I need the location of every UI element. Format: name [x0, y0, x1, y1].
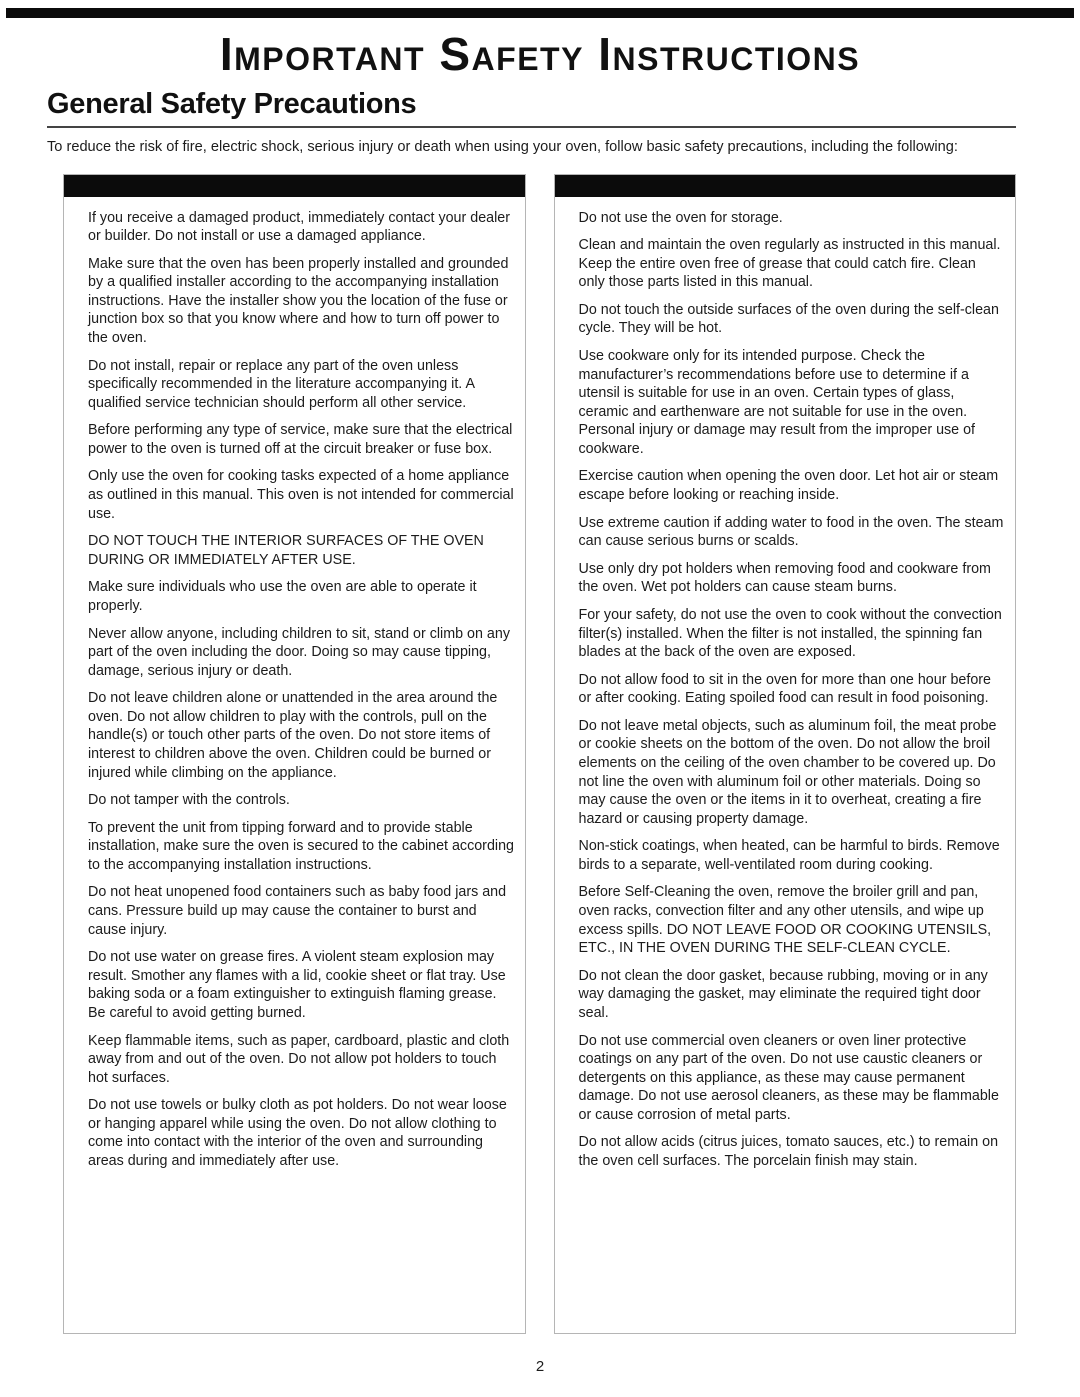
safety-item: Do not install, repair or replace any part of the oven unless specifically recommended in the literature accompanying it. A qualified service technician should perform all other service.: [88, 357, 475, 411]
safety-item: DO NOT TOUCH THE INTERIOR SURFACES OF THE OVEN DURING OR IMMEDIATELY AFTER USE.: [88, 533, 484, 568]
top-rule: [6, 8, 1074, 18]
section-heading: [47, 88, 1016, 128]
left-column-header-bar: [64, 175, 525, 197]
safety-item: Make sure that the oven has been properly installed and grounded by a qualified installer according to the accompanying installation instructions. Have the installer show you the location of the fuse or junction box so that you know where and how to turn off power to the oven.: [88, 255, 509, 347]
safety-item: Do not heat unopened food containers such as baby food jars and cans. Pressure build up may cause the container to burst and cause injury.: [88, 884, 507, 938]
safety-item: Before Self-Cleaning the oven, remove the broiler grill and pan, oven racks, convection filter and any other utensils, and wipe up excess spills. DO NOT LEAVE FOOD OR COOKING UTENSILS, ETC., IN THE OVEN DURING THE SELF-CLEAN CYCLE.: [578, 884, 992, 957]
safety-item: Do not allow acids (citrus juices, tomato sauces, etc.) to remain on the oven cell surfaces. The porcelain finish may stain.: [578, 1134, 999, 1169]
safety-item: Use extreme caution if adding water to food in the oven. The steam can cause serious burns or scalds.: [578, 514, 1004, 550]
safety-item: Do not clean the door gasket, because rubbing, moving or in any way damaging the gasket, may eliminate the required tight door seal.: [578, 967, 988, 1021]
safety-item: Do not use the oven for storage.: [578, 209, 783, 226]
safety-item: Before performing any type of service, make sure that the electrical power to the oven is turned off at the circuit breaker or fuse box.: [88, 422, 513, 457]
safety-item: For your safety, do not use the oven to cook without the convection filter(s) installed. When the filter is not installed, the spinning fan blades at the back of the oven are exposed.: [578, 606, 1002, 661]
safety-item: If you receive a damaged product, immediately contact your dealer or builder. Do not install or use a damaged appliance.: [88, 209, 510, 245]
safety-item: Do not use towels or bulky cloth as pot holders. Do not wear loose or hanging apparel while using the oven. Do not allow clothing to come into contact with the interior of the oven and surrounding areas during and immediately after use.: [88, 1097, 507, 1169]
right-column: [554, 174, 1017, 1334]
right-column-body: [555, 197, 1016, 1333]
safety-item: Only use the oven for cooking tasks expected of a home appliance as outlined in this manual. This oven is not intended for commercial use.: [88, 468, 514, 522]
safety-columns: [63, 174, 1016, 1334]
safety-item: Clean and maintain the oven regularly as instructed in this manual. Keep the entire oven free of grease that could catch fire. Clean only those parts listed in this manual.: [578, 237, 1001, 291]
section-heading-text: General Safety Precautions: [47, 88, 417, 121]
page-title: Important Safety Instructions: [219, 28, 861, 80]
safety-item: Make sure individuals who use the oven are able to operate it properly.: [88, 579, 477, 614]
right-column-header-bar: [555, 175, 1016, 197]
safety-item: Never allow anyone, including children to sit, stand or climb on any part of the oven including the door. Doing so may cause tipping, damage, serious injury or death.: [88, 625, 510, 679]
page-number: 2: [535, 1358, 545, 1375]
safety-item: Keep flammable items, such as paper, cardboard, plastic and cloth away from and out of the oven. Do not allow pot holders to touch hot surfaces.: [88, 1032, 510, 1086]
intro-paragraph: To reduce the risk of fire, electric shock, serious injury or death when using your oven, follow basic safety precautions, including the following:: [47, 139, 958, 156]
safety-item: To prevent the unit from tipping forward and to provide stable installation, make sure the oven is secured to the cabinet according to the accompanying installation instructions.: [88, 819, 514, 873]
safety-item: Do not allow food to sit in the oven for more than one hour before or after cooking. Eating spoiled food can result in food poisoning.: [578, 671, 991, 707]
safety-item: Use only dry pot holders when removing food and cookware from the oven. Wet pot holders can cause steam burns.: [578, 560, 991, 596]
safety-item: Do not leave metal objects, such as aluminum foil, the meat probe or cookie sheets on the bottom of the oven. Do not allow the broil elements on the ceiling of the oven chamber to be covered up. Do not line the oven with aluminum foil or other materials. Doing so may cause the oven or the items in it to overheat, creating a fire hazard or causing property damage.: [578, 717, 997, 827]
safety-item: Exercise caution when opening the oven door. Let hot air or steam escape before looking or reaching inside.: [578, 468, 999, 504]
left-column-body: [64, 197, 525, 1333]
safety-item: Do not touch the outside surfaces of the oven during the self-clean cycle. They will be hot.: [578, 301, 999, 337]
safety-item: Non-stick coatings, when heated, can be harmful to birds. Remove birds to a separate, well-ventilated room during cooking.: [578, 838, 1000, 873]
safety-item: Do not use water on grease fires. A violent steam explosion may result. Smother any flames with a lid, cookie sheet or flat tray. Use baking soda or a foam extinguisher to extinguish flaming grease. Be careful to avoid getting burned.: [88, 949, 506, 1021]
safety-item: Use cookware only for its intended purpose. Check the manufacturer’s recommendations before use to determine if a utensil is suitable for use in an oven. Certain types of glass, ceramic and earthenware are not suitable for use in the oven. Personal injury or damage may result from the improper use of cookware.: [578, 348, 976, 457]
safety-item: Do not leave children alone or unattended in the area around the oven. Do not allow children to play with the controls, pull on the handle(s) or touch other parts of the oven. Do not store items of interest to children above the oven. Children could be burned or injured while climbing on the appliance.: [88, 690, 498, 781]
safety-item: Do not use commercial oven cleaners or oven liner protective coatings on any part of the oven. Do not use caustic cleaners or detergents on this appliance, as these may cause permanent damage. Do not use aerosol cleaners, as these may be flammable or cause corrosion of metal parts.: [578, 1032, 999, 1123]
left-column: [63, 174, 526, 1334]
safety-item: Do not tamper with the controls.: [88, 792, 290, 809]
